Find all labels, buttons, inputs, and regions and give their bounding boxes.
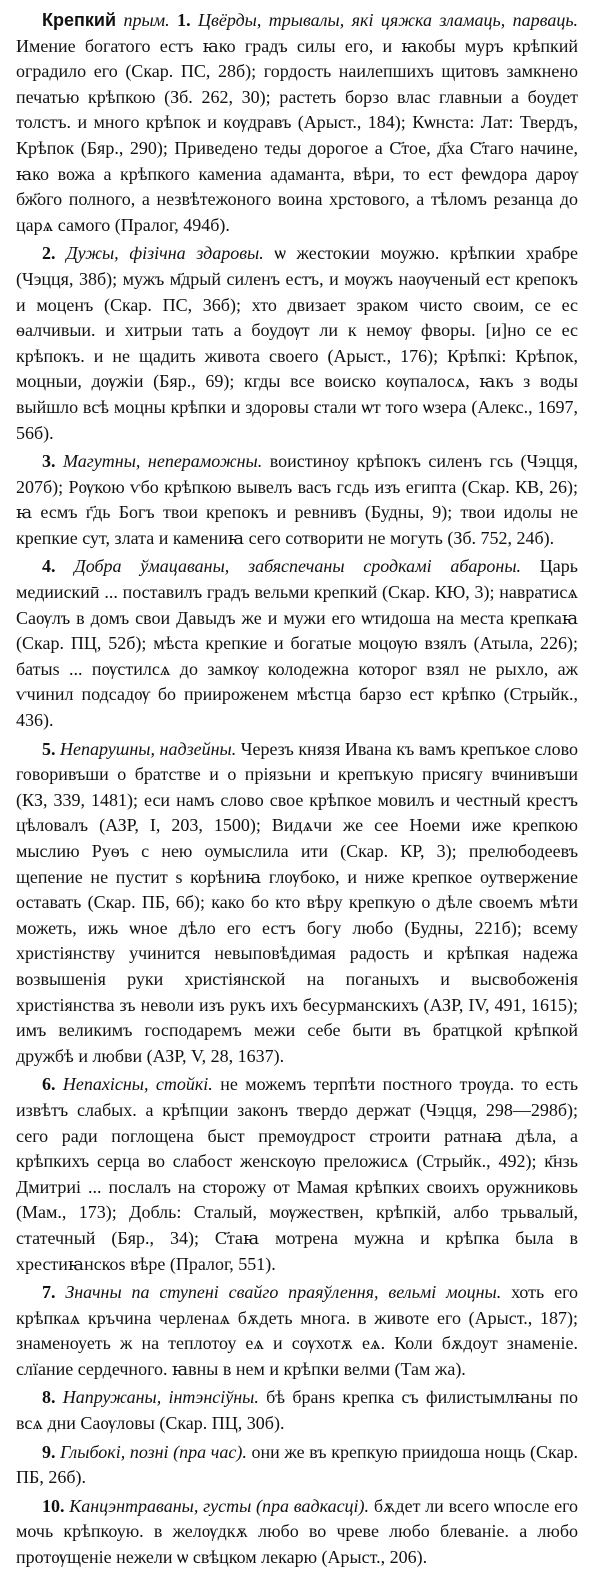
sense-number: 1. (177, 10, 191, 30)
sense-gloss: Значны па ступені свайго праяўлення, вельмі моцны. (65, 1282, 502, 1303)
sense-10 (16, 1494, 578, 1571)
sense-gloss: Дужы, фізічна здаровы. (66, 243, 264, 264)
sense-number: 7. (42, 1282, 56, 1303)
sense-citations: они же въ крепкую приидоша нощь (Скар. ПБ, 26б). (16, 1441, 579, 1488)
sense-gloss: Канцэнтраваны, густы (пра вадкасці). (69, 1495, 370, 1516)
headword: Крепкий (42, 10, 117, 30)
sense-7 (16, 1280, 578, 1382)
sense-gloss: Глыбокі, позні (пра час). (60, 1441, 247, 1462)
sense-number: 9. (42, 1441, 56, 1462)
sense-number: 6. (42, 1074, 56, 1095)
sense-9 (16, 1440, 578, 1491)
sense-citations: не можемъ терпѣти постного трѹда. то есть извѣтъ слабых. а крѣпции законъ твердо держат (Чэцця, 298—298б); сего ради поглощена быст премѹдрост строити ратнаꙗ дѣла, а крѣпкихъ серца во слабост женскѹю преложисѧ (Стрыйк., 492); к҃нзь Дмитриі ... послалъ на сторожу от Мамая крѣпких своихъ оружниковь (Мам., 173); Добль: Сталый, мѹжествен, крѣпкій, албо трьвалый, статечный (Бяр., 34); С҃таꙗ мотрена мужна и крѣпка была в хрестиꙗнскоѕ вѣре (Пралог, 551). (16, 1074, 579, 1274)
sense-gloss: Непахісны, стойкі. (62, 1074, 213, 1095)
sense-number: 3. (42, 451, 56, 472)
sense-citations: бѫдет ли всего ѡпосле его мочь крѣпкоую. в желѹдкѫ любо во чреве любо блеваніе. а любо протѹщеніе нежели ѡ свѣцком лекарю (Арыст., 206). (16, 1495, 578, 1568)
sense-gloss: Добра ўмацаваны, забяспечаны сродкамі абароны. (74, 556, 522, 577)
sense-number: 4. (42, 556, 56, 577)
sense-gloss: Цвёрды, трывалы, які цяжка зламаць, парваць. (198, 10, 579, 30)
sense-gloss: Магутны, непераможны. (63, 451, 263, 472)
sense-2 (16, 241, 578, 446)
sense-6 (16, 1072, 578, 1277)
sense-number: 5. (42, 738, 56, 759)
sense-number: 8. (42, 1387, 56, 1408)
sense-8 (16, 1385, 578, 1436)
sense-citations: Имение богатого естъ ꙗко градъ силы его, и ꙗкобы муръ крѣпкий оградило его (Скар. ПС, 28б); гордость наилепшихъ щитовъ замкнено печатью крѣпкою (Зб. 262, 30); растеть борзо влас главныи а боудет толстъ. и много крѣпок и кѹдравъ (Арыст., 184); Кѡнста: Лат: Твердъ, Крѣпок (Бяр., 290); Приведено теды дорогое а С҃тое, д҃ха С҃таго начине, ꙗко вожа а крѣпкого камениа адаманта, вѣри, то ест феѡдора дарѹ бж҃ого полного, а незвѣтежоного воина хрстового, а тѣломъ резанца до царѧ самого (Пралог, 494б). (16, 35, 578, 235)
sense-number: 10. (42, 1495, 65, 1516)
sense-citations: воистиноу крѣпокъ силенъ гсь (Чэцця, 207б); Рѹкою ѵбо крѣпкою вывелъ васъ гсдь изъ египта (Скар. КВ, 26); ꙗ есмъ г҃дь Богъ твои крепокъ и ревнивъ (Будны, 9); твои идолы не крепкие сут, злата и камениꙗ сего сотворити не могуть (Зб. 752, 24б). (16, 451, 579, 548)
sense-citations: хоть его крѣпкаѧ кръчина черленаѧ бѫдеть многа. в животе его (Арыст., 187); знаменоуеть ж на теплотоу еѧ и сѹхотѫ еѧ. Коли бѫдоут знаменіе. слїание сердечного. ꙗвны в нем и крѣпки велми (Там жа). (16, 1282, 578, 1379)
sense-gloss: Напружаны, інтэнсіўны. (62, 1387, 259, 1408)
sense-5 (16, 737, 578, 1070)
sense-number: 2. (42, 243, 56, 264)
part-of-speech: прым. (123, 10, 170, 30)
sense-citations: Царь медиискиӣ ... поставилъ градъ вельми крепкий (Скар. КЮ, 3); навратисѧ Саѹлъ в домъ свои Давыдъ же и мужи его ѡтидоша на места крепкаꙗ (Скар. ПЦ, 52б); мѣста крепкие и богатые моцѹю взялъ (Атыла, 226); батыѕ ... пѹстилсѧ до замкѹ колодежна которог взял не рыхло, аж ѵчинил подсадѹ бо приироженем мѣстца барзо ест крѣпко (Стрыйк., 436). (16, 556, 578, 731)
sense-4 (16, 554, 578, 733)
sense-citations: Черезъ князя Ивана къ вамъ крепъкое слово говоривъши о братстве и о пріязьни и крепъкую присягу вчинивъши (КЗ, 339, 1481); еси намъ слово свое крѣпкое мовилъ и честный крестъ цѣловалъ (АЗР, I, 203, 1500); Видѧчи же сее Ноеми иже крепкою мыслию Руѳъ с нею оумыслила ити (Скар. КР, 3); прелюбодеевъ щепение не пустит ѕ корѣниꙗ глѹбоко, и ниже крепкое оутвержение оставать (Скар. ПБ, 6б); како бо кто вѣру крепкую о дѣле своемъ мѣти можеть, ижь ѡное дѣло его естъ богу любо (Будны, 221б); всему христіянству учинится невыповѣдимая радость и крѣпкая надежа возвышенія руки христіянской на поганыхъ и высвобоженія христіянства зъ неволи изъ рукъ ихъ бесурманскихъ (АЗР, IV, 491, 1615); имъ великимъ господаремъ межи себе быти въ братцкой крѣпкой дружбѣ и любви (АЗР, V, 28, 1637). (16, 738, 579, 1066)
sense-gloss: Непарушны, надзейны. (60, 738, 237, 759)
sense-3 (16, 449, 578, 551)
sense-1 (16, 8, 578, 238)
sense-citations: ѡ жестокии моужю. крѣпкии храбре (Чэцця, 38б); мужъ м҃дрый силенъ естъ, и мѹжъ наѹченый ест крепокъ и моценъ (Скар. ПС, 36б); хто двизает зраком чисто своим, се ес ѳалчивыи. и хитрыи тать а боудѹт ли к немѹ фворы. [и]но се ес крѣпокъ. и не щадить живота своего (Арыст., 176); Крѣпкі: Крѣпок, моцныи, дѹжіи (Бяр., 69); кгды все воиско кѹпалосѧ, ꙗкъ з воды выйшло всѣ моцны крѣпки и здоровы стали ѡт того ѡзера (Алекс., 1697, 56б). (16, 243, 579, 443)
sense-citations: бѣ бранѕ крепка съ филистымлꙗны по всѧ дни Саѹловы (Скар. ПЦ, 30б). (16, 1387, 579, 1434)
